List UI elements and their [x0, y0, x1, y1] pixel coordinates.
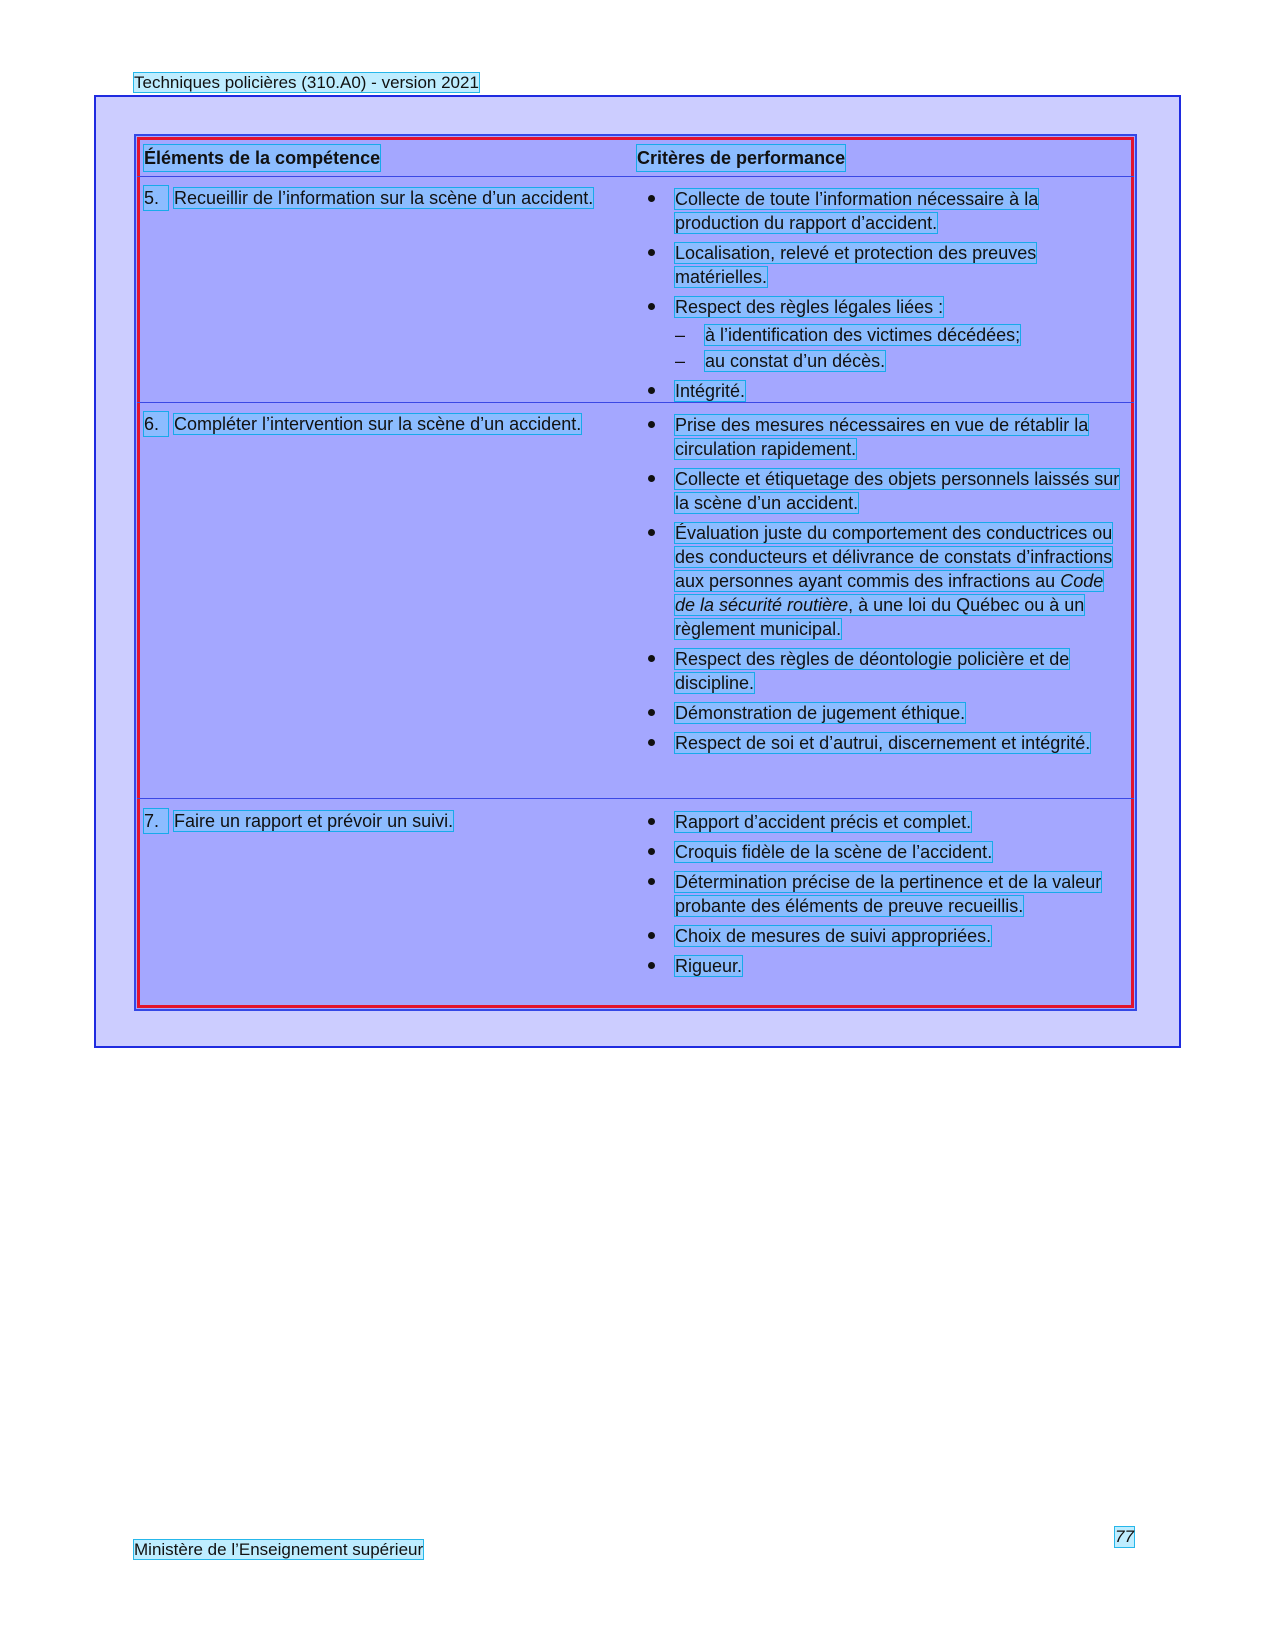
criterion-item	[645, 467, 1125, 515]
row-rule-2	[137, 798, 1134, 799]
criterion-item	[645, 924, 1125, 948]
criterion-text: Détermination précise de la pertinence et de la valeur probante des éléments de preuve recueillis.	[675, 872, 1102, 916]
column-heading-criteria: Critères de performance	[637, 145, 845, 171]
criterion-text: Localisation, relevé et protection des preuves matérielles.	[675, 243, 1037, 287]
bullet-icon	[645, 844, 657, 858]
sub-criterion-text: à l’identification des victimes décédées;	[705, 325, 1021, 345]
criterion-item	[645, 647, 1125, 695]
bullet-icon	[645, 874, 657, 888]
criterion-text: Choix de mesures de suivi appropriées.	[675, 926, 992, 946]
criterion-item	[645, 954, 1125, 978]
competence-element-7	[144, 809, 664, 833]
criterion-text	[675, 523, 1112, 639]
criterion-text: Rigueur.	[675, 956, 743, 976]
running-header-text: Techniques policières (310.A0) - version 2021	[134, 73, 479, 92]
element-text: Faire un rapport et prévoir un suivi.	[174, 811, 454, 831]
element-number: 5.	[144, 186, 168, 210]
criterion-text: Intégrité.	[675, 381, 746, 401]
running-footer-text: Ministère de l’Enseignement supérieur	[134, 1540, 424, 1559]
criterion-text: Prise des mesures nécessaires en vue de rétablir la circulation rapidement.	[675, 415, 1089, 459]
bullet-icon	[645, 299, 657, 313]
criteria-list-5	[645, 187, 1125, 409]
bullet-icon	[645, 525, 657, 539]
criterion-text: Respect de soi et d’autrui, discernement et intégrité.	[675, 733, 1091, 753]
bullet-icon	[645, 651, 657, 665]
column-heading-elements: Éléments de la compétence	[144, 145, 380, 171]
criterion-text-italic: Code de la sécurité routière	[675, 571, 1104, 615]
criterion-text-end: , à une loi du Québec ou à un règlement municipal.	[675, 595, 1085, 639]
bullet-icon	[645, 814, 657, 828]
header-rule	[137, 176, 1134, 177]
criteria-list-7	[645, 810, 1125, 984]
running-header	[134, 73, 479, 92]
criterion-text: Respect des règles légales liées :	[675, 297, 944, 317]
criterion-text: Démonstration de jugement éthique.	[675, 703, 966, 723]
element-text: Recueillir de l’information sur la scène d’un accident.	[174, 188, 594, 208]
criterion-item	[645, 521, 1125, 641]
criterion-item	[645, 840, 1125, 864]
element-text: Compléter l’intervention sur la scène d’un accident.	[174, 414, 582, 434]
running-footer	[134, 1540, 423, 1559]
bullet-icon	[645, 245, 657, 259]
criterion-item	[645, 379, 1125, 403]
element-number: 7.	[144, 809, 168, 833]
competence-element-5	[144, 186, 664, 210]
dash-icon: –	[675, 351, 686, 371]
bullet-icon	[645, 928, 657, 942]
criterion-text: Collecte et étiquetage des objets personnels laissés sur la scène d’un accident.	[675, 469, 1120, 513]
criterion-text: Rapport d’accident précis et complet.	[675, 812, 972, 832]
sub-criterion-item	[675, 323, 1125, 347]
criterion-item	[645, 187, 1125, 235]
criterion-text: Respect des règles de déontologie policière et de discipline.	[675, 649, 1070, 693]
criterion-text: Croquis fidèle de la scène de l’accident.	[675, 842, 993, 862]
bullet-icon	[645, 383, 657, 397]
criterion-item	[645, 295, 1125, 373]
sub-criterion-text: au constat d’un décès.	[705, 351, 886, 371]
sub-criterion-item	[675, 349, 1125, 373]
criterion-item	[645, 241, 1125, 289]
criterion-item	[645, 810, 1125, 834]
bullet-icon	[645, 417, 657, 431]
criterion-item	[645, 731, 1125, 755]
competence-element-6	[144, 412, 664, 436]
criterion-sublist	[675, 323, 1125, 373]
criterion-item	[645, 701, 1125, 725]
criterion-text: Collecte de toute l’information nécessaire à la production du rapport d’accident.	[675, 189, 1039, 233]
bullet-icon	[645, 958, 657, 972]
bullet-icon	[645, 191, 657, 205]
bullet-icon	[645, 705, 657, 719]
bullet-icon	[645, 471, 657, 485]
element-number: 6.	[144, 412, 168, 436]
page-number: 77	[1115, 1527, 1134, 1546]
criterion-item	[645, 413, 1125, 461]
dash-icon: –	[675, 325, 686, 345]
criterion-text-start: Évaluation juste du comportement des conductrices ou des conducteurs et délivrance de constats d’infractions aux personnes ayant commis des infractions au	[675, 523, 1113, 591]
criteria-list-6	[645, 413, 1125, 761]
criterion-item	[645, 870, 1125, 918]
bullet-icon	[645, 735, 657, 749]
